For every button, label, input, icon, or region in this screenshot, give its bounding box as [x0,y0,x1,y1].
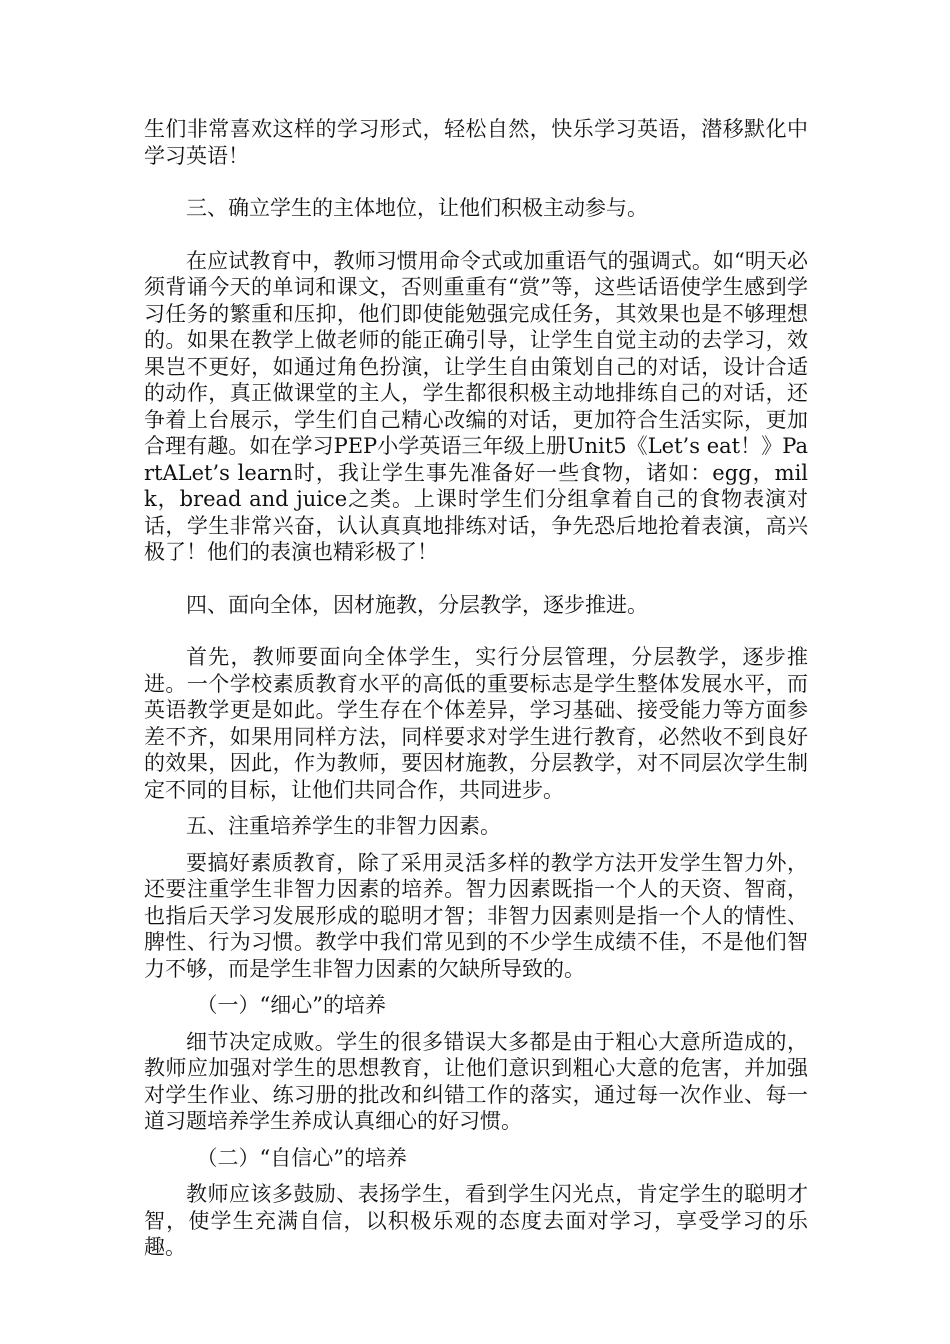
subheading-carefulness: （一）“细心”的培养 [196,993,386,1017]
section-4-paragraph: 首先，教师要面向全体学生，实行分层管理，分层教学，逐步推进。一个学校素质教育水平的高低的重要标志是学生整体发展水平，而英语教学更是如此。学生存在个体差异，学习基础、接受能力等方面参差不齐，如果用同样方法，同样要求对学生进行教育，必然收不到良好的效果，因此，作为教师，要因材施教，分层教学，对不同层次学生制定不同的目标，让他们共同合作，共同进步。 [144,645,808,802]
section-3-paragraph: 在应试教育中，教师习惯用命令式或加重语气的强调式。如“明天必须背诵今天的单词和课文，否则重重有“赏”等，这些话语使学生感到学习任务的繁重和压抑，他们即使能勉强完成任务，其效果也是不够理想的。如果在教学上做老师的能正确引导，让学生自觉主动的去学习，效果岂不更好，如通过角色扮演，让学生自由策划自己的对话，设计合适的动作，真正做课堂的主人，学生都很积极主动地排练自己的对话，还争着上台展示，学生们自己精心改编的对话，更加符合生活实际，更加合理有趣。如在学习PEP小学英语三年级上册Unit5《Let’s eat！》PartALet’s learn时，我让学生事先准备好一些食物，诸如：egg，milk，bread and juice之类。上课时学生们分组拿着自己的食物表演对话，学生非常兴奋，认认真真地排练对话，争先恐后地抢着表演，高兴极了！他们的表演也精彩极了！ [144,248,808,564]
section-heading-4: 四、面向全体，因材施教，分层教学，逐步推进。 [186,592,648,617]
intro-paragraph: 生们非常喜欢这样的学习形式，轻松自然，快乐学习英语，潜移默化中学习英语！ [144,117,808,168]
section-heading-5: 五、注重培养学生的非智力因素。 [186,814,501,838]
confidence-paragraph: 教师应该多鼓励、表扬学生，看到学生闪光点，肯定学生的聪明才智，使学生充满自信，以积极乐观的态度去面对学习，享受学习的乐趣。 [144,1182,808,1259]
subheading-confidence: （二）“自信心”的培养 [196,1145,407,1170]
section-heading-3: 三、确立学生的主体地位，让他们积极主动参与。 [186,196,648,220]
carefulness-paragraph: 细节决定成败。学生的很多错误大多都是由于粗心大意所造成的，教师应加强对学生的思想教育，让他们意识到粗心大意的危害，并加强对学生作业、练习册的批改和纠错工作的落实，通过每一次作业、每一道习题培养学生养成认真细心的好习惯。 [144,1029,808,1133]
section-5-paragraph: 要搞好素质教育，除了采用灵活多样的教学方法开发学生智力外，还要注重学生非智力因素的培养。智力因素既指一个人的天资、智商，也指后天学习发展形成的聪明才智；非智力因素则是指一个人的情性、脾性、行为习惯。教学中我们常见到的不少学生成绩不佳，不是他们智力不够，而是学生非智力因素的欠缺所导致的。 [144,850,808,981]
document-body [144,116,808,1261]
